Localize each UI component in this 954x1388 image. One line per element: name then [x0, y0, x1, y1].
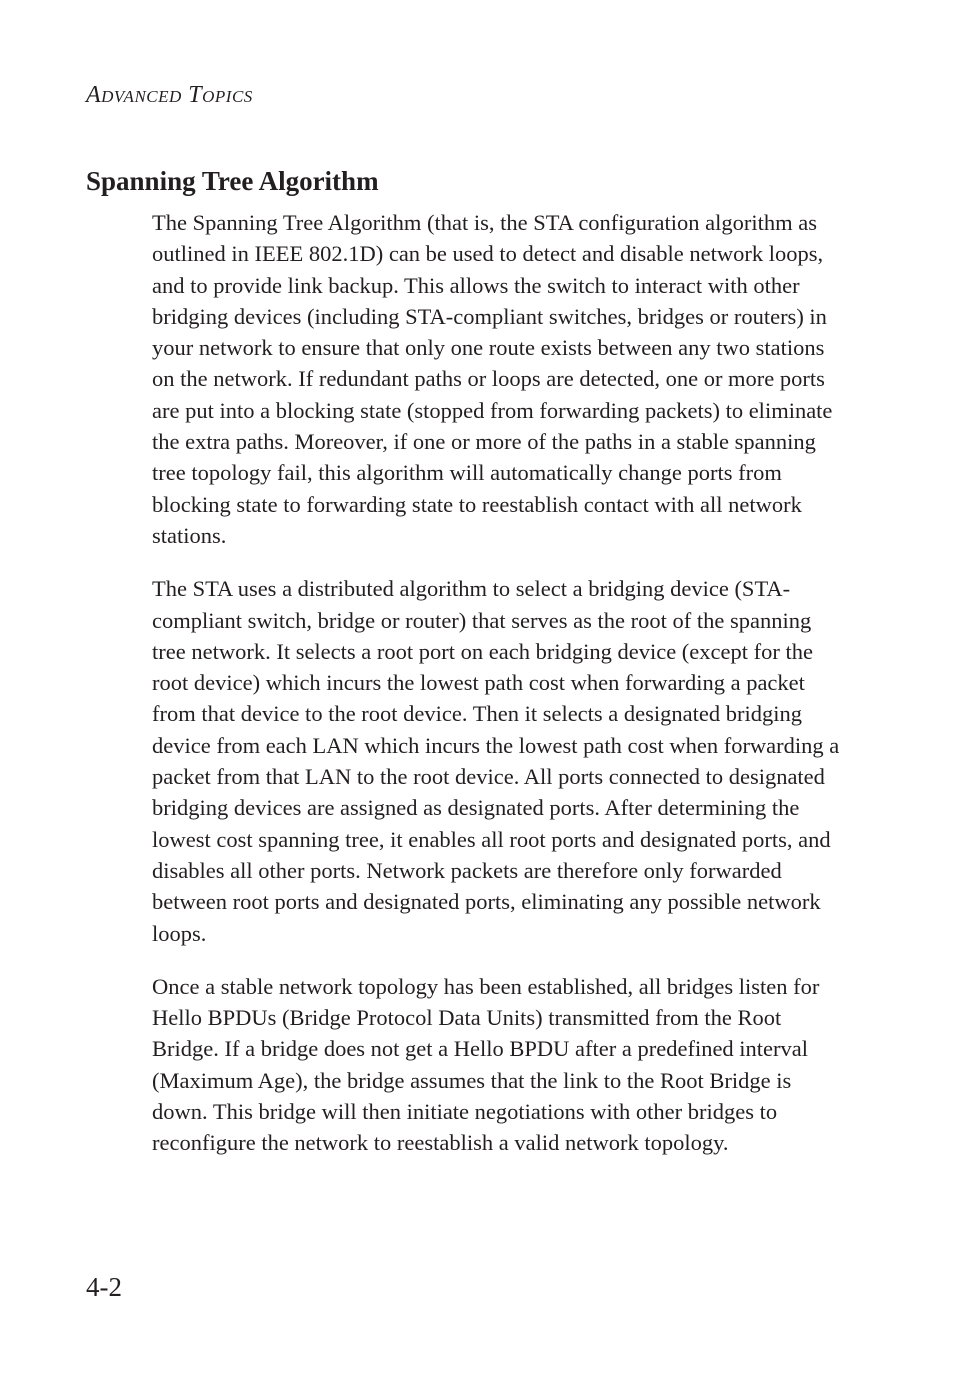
section-title: Spanning Tree Algorithm: [86, 166, 379, 196]
paragraph-sta-overview: The Spanning Tree Algorithm (that is, the STA configuration algorithm as outlined in IEEE 802.1D) can be used to detect and disable network loops, and to provide link backup. This allows the switch to interact with other bridging devices (including STA-compliant switches, bridges or routers) in your network to ensure that only one route exists between any two stations on the network. If redundant paths or loops are detected, one or more ports are put into a blocking state (stopped from forwarding packets) to eliminate the extra paths. Moreover, if one or more of the paths in a stable spanning tree topology fail, this algorithm will automatically change ports from blocking state to forwarding state to reestablish contact with all network stations.: [152, 210, 833, 548]
paragraph-sta-root-selection: The STA uses a distributed algorithm to select a bridging device (STA-compliant switch, bridge or router) that serves as the root of the spanning tree network. It selects a root port on each bridging device (except for the root device) which incurs the lowest path cost when forwarding a packet from that device to the root device. Then it selects a designated bridging device from each LAN which incurs the lowest path cost when forwarding a packet from that LAN to the root device. All ports connected to designated bridging devices are assigned as designated ports. After determining the lowest cost spanning tree, it enables all root ports and designated ports, and disables all other ports. Network packets are therefore only forwarded between root ports and designated ports, eliminating any possible network loops.: [152, 576, 840, 946]
paragraph-hello-bpdus: Once a stable network topology has been established, all bridges listen for Hello BPDUs (Bridge Protocol Data Units) transmitted from the Root Bridge. If a bridge does not get a Hello BPDU after a predefined interval (Maximum Age), the bridge assumes that the link to the Root Bridge is down. This bridge will then initiate negotiations with other bridges to reconfigure the network to reestablish a valid network topology.: [152, 973, 820, 1156]
section-body: [152, 207, 842, 1181]
page-number: 4-2: [86, 1272, 122, 1302]
running-head: Advanced Topics: [86, 82, 253, 108]
